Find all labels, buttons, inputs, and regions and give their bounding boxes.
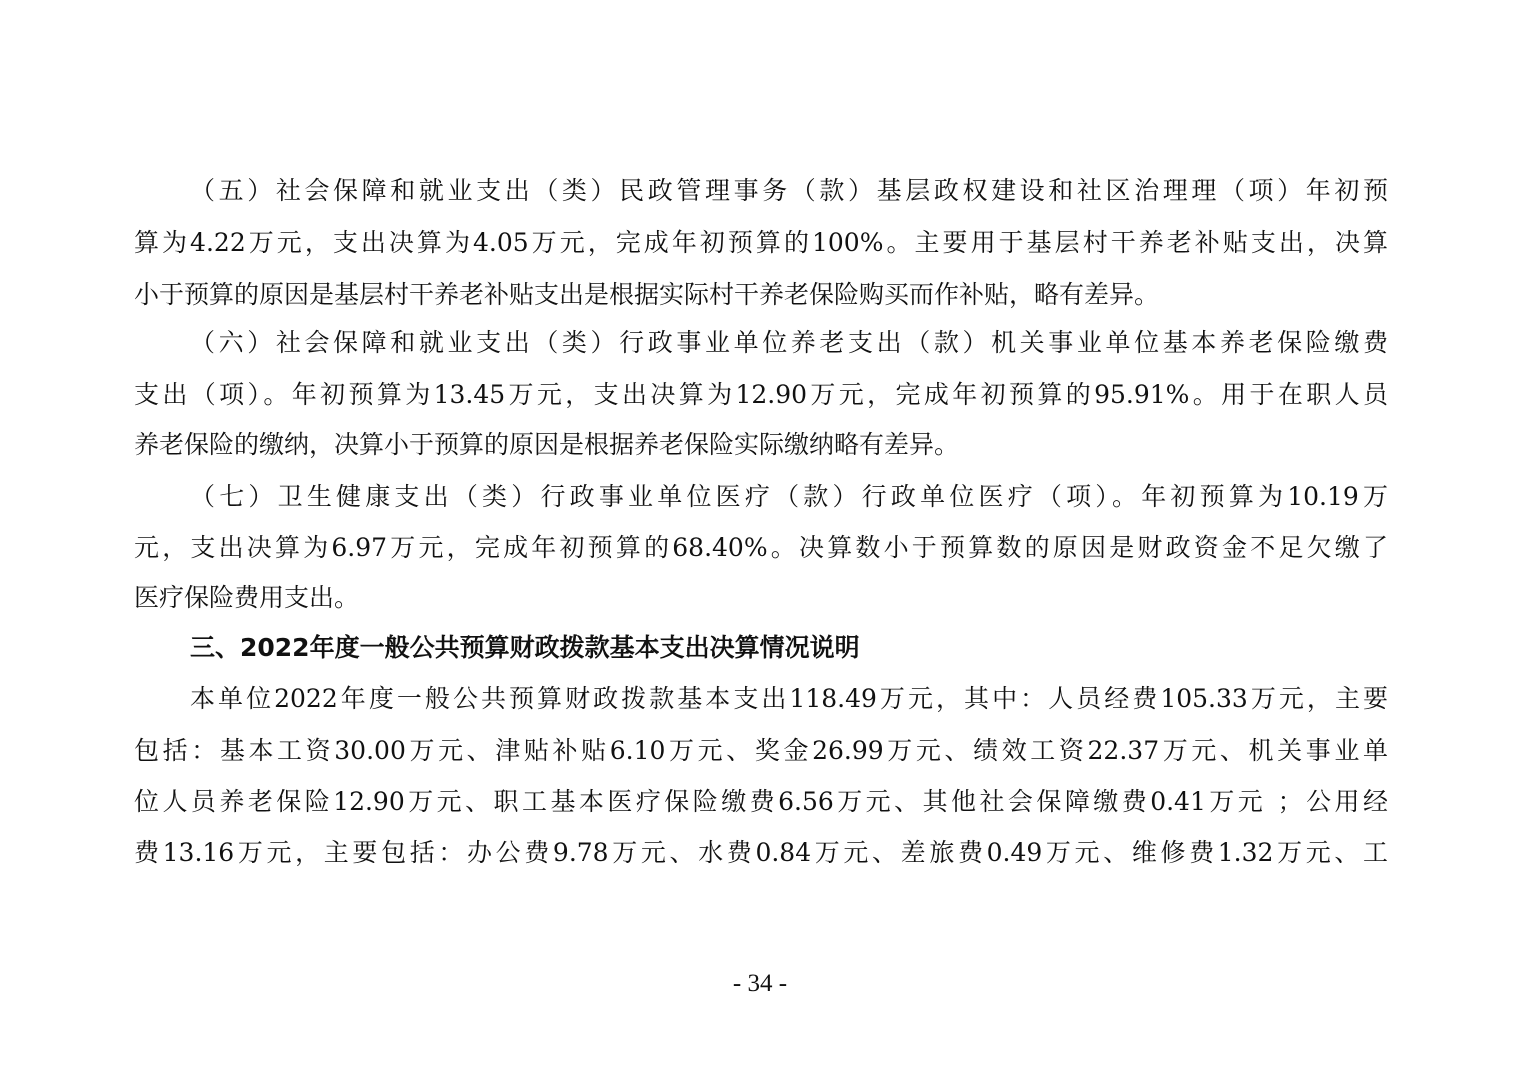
paragraph-6-line-3: 养老保险的缴纳，决算小于预算的原因是根据养老保险实际缴纳略有差异。 [134, 430, 960, 459]
paragraph-5-line-1: （五）社会保障和就业支出（类）民政管理事务（款）基层政权建设和社区治理理（项）年初预 [190, 176, 1388, 205]
paragraph-7-line-2: 元，支出决算为6.97万元，完成年初预算的68.40%。决算数小于预算数的原因是财政资金不足欠缴了 [134, 533, 1388, 562]
basic-expenditure-line-3: 位人员养老保险12.90万元、职工基本医疗保险缴费6.56万元、其他社会保障缴费0.41万元 ；公用经 [134, 787, 1388, 816]
paragraph-6-line-1: （六）社会保障和就业支出（类）行政事业单位养老支出（款）机关事业单位基本养老保险缴费 [190, 328, 1388, 357]
paragraph-7-line-3: 医疗保险费用支出。 [134, 583, 360, 612]
basic-expenditure-line-2: 包括：基本工资30.00万元、津贴补贴6.10万元、奖金26.99万元、绩效工资22.37万元、机关事业单 [134, 736, 1388, 765]
paragraph-5-line-2: 算为4.22万元，支出决算为4.05万元，完成年初预算的100%。主要用于基层村干养老补贴支出，决算 [134, 228, 1388, 257]
basic-expenditure-line-4: 费13.16万元，主要包括：办公费9.78万元、水费0.84万元、差旅费0.49万元、维修费1.32万元、工 [134, 838, 1388, 867]
paragraph-6-line-2: 支出（项）。年初预算为13.45万元，支出决算为12.90万元，完成年初预算的95.91%。用于在职人员 [134, 380, 1388, 409]
section-heading: 三、2022年度一般公共预算财政拨款基本支出决算情况说明 [190, 633, 860, 662]
paragraph-5-line-3: 小于预算的原因是基层村干养老补贴支出是根据实际村干养老保险购买而作补贴，略有差异。 [134, 280, 1160, 309]
basic-expenditure-line-1: 本单位2022年度一般公共预算财政拨款基本支出118.49万元，其中：人员经费105.33万元，主要 [190, 684, 1388, 713]
page-number: - 34 - [732, 970, 788, 997]
paragraph-7-line-1: （七）卫生健康支出（类）行政事业单位医疗（款）行政单位医疗（项）。年初预算为10.19万 [190, 482, 1388, 511]
